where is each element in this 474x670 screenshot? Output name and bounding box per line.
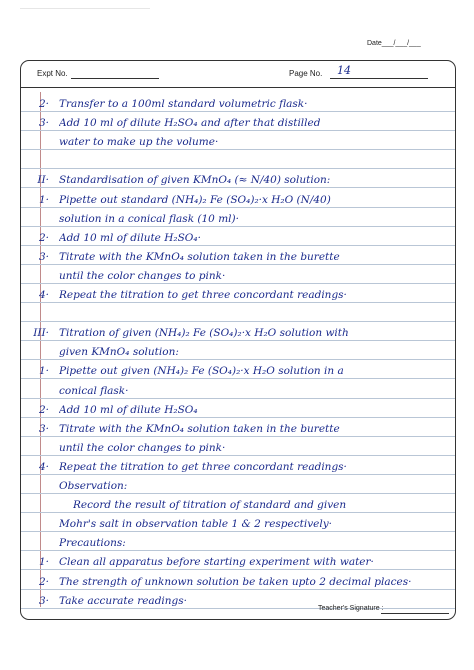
line-number: 1·	[38, 556, 49, 569]
page-number: 14	[337, 64, 351, 77]
header-rule	[21, 87, 455, 88]
note-line	[21, 550, 455, 570]
line-text: The strength of unknown solution be taken upto 2 decimal places·	[59, 575, 412, 588]
line-number: 1·	[38, 193, 49, 206]
line-number: 2·	[38, 575, 49, 588]
note-line	[21, 168, 455, 188]
teacher-signature-blank	[381, 613, 449, 614]
line-text: Repeat the titration to get three concordant readings·	[59, 289, 347, 301]
line-number: 2·	[38, 403, 49, 416]
line-text: given KMnO₄ solution:	[59, 346, 179, 359]
page-no-blank	[330, 78, 428, 79]
line-text: Observation:	[59, 480, 128, 492]
note-line	[21, 398, 455, 418]
line-text: Pipette out standard (NH₄)₂ Fe (SO₄)₂·x H₂O (N/40)	[59, 193, 331, 206]
line-text: Titrate with the KMnO₄ solution taken in the burette	[59, 422, 340, 435]
line-text: Transfer to a 100ml standard volumetric flask·	[59, 98, 308, 110]
line-text: Add 10 ml of dilute H₂SO₄·	[59, 231, 201, 244]
note-line	[21, 417, 455, 437]
line-number: 1·	[38, 365, 49, 378]
line-text: Clean all apparatus before starting experiment with water·	[59, 556, 374, 569]
note-line	[21, 493, 455, 513]
line-text: water to make up the volume·	[59, 136, 219, 149]
note-line	[21, 570, 455, 590]
note-line	[21, 264, 455, 284]
line-text: Take accurate readings·	[59, 594, 187, 607]
note-line	[21, 283, 455, 303]
line-number: 3·	[38, 422, 49, 435]
note-line	[21, 130, 455, 150]
note-line	[21, 226, 455, 246]
line-number: 3·	[38, 117, 49, 130]
line-number: 2·	[38, 98, 49, 110]
note-line	[21, 531, 455, 551]
line-text: Record the result of titration of standard and given	[73, 499, 347, 512]
note-line	[21, 321, 455, 341]
note-line	[21, 92, 455, 112]
line-text: until the color changes to pink·	[59, 441, 226, 454]
teacher-signature-label: Teacher's Signature :	[318, 605, 384, 612]
note-line	[21, 188, 455, 208]
expt-no-label: Expt No.	[37, 69, 68, 78]
line-text: until the color changes to pink·	[59, 269, 226, 282]
note-line	[21, 474, 455, 494]
line-text: Mohr's salt in observation table 1 & 2 respectively·	[59, 518, 332, 531]
line-text: Pipette out given (NH₄)₂ Fe (SO₄)₂·x H₂O solution in a	[59, 365, 344, 378]
note-line	[21, 379, 455, 399]
expt-no-blank	[71, 78, 159, 79]
line-text: Standardisation of given KMnO₄ (≈ N/40) solution:	[59, 174, 331, 187]
line-number: 2·	[38, 231, 49, 244]
line-text: Titrate with the KMnO₄ solution taken in the burette	[59, 250, 340, 263]
line-text: Titration of given (NH₄)₂ Fe (SO₄)₂·x H₂O solution with	[59, 327, 349, 340]
note-line	[21, 455, 455, 475]
note-line	[21, 111, 455, 131]
line-number: 3·	[38, 594, 49, 607]
note-line	[21, 302, 455, 322]
note-line	[21, 245, 455, 265]
line-text: Add 10 ml of dilute H₂SO₄ and after that distilled	[59, 117, 321, 130]
line-text: Precautions:	[59, 537, 126, 550]
line-number: II·	[37, 174, 49, 187]
note-line	[21, 207, 455, 227]
line-text: Add 10 ml of dilute H₂SO₄	[59, 403, 198, 416]
note-line	[21, 149, 455, 169]
note-line	[21, 340, 455, 360]
line-text: solution in a conical flask (10 ml)·	[59, 212, 239, 225]
line-number: 4·	[38, 460, 49, 473]
note-line	[21, 359, 455, 379]
page-no-label: Page No.	[289, 69, 323, 78]
line-number: 3·	[38, 250, 49, 263]
note-line	[21, 436, 455, 456]
line-text: Repeat the titration to get three concordant readings·	[59, 460, 347, 473]
note-line	[21, 589, 455, 609]
line-number: III·	[33, 327, 49, 340]
scan-artifact-line	[20, 8, 150, 9]
date-field: Date___/___/___	[367, 40, 421, 47]
line-number: 4·	[38, 289, 49, 301]
note-line	[21, 512, 455, 532]
line-text: conical flask·	[59, 384, 129, 397]
